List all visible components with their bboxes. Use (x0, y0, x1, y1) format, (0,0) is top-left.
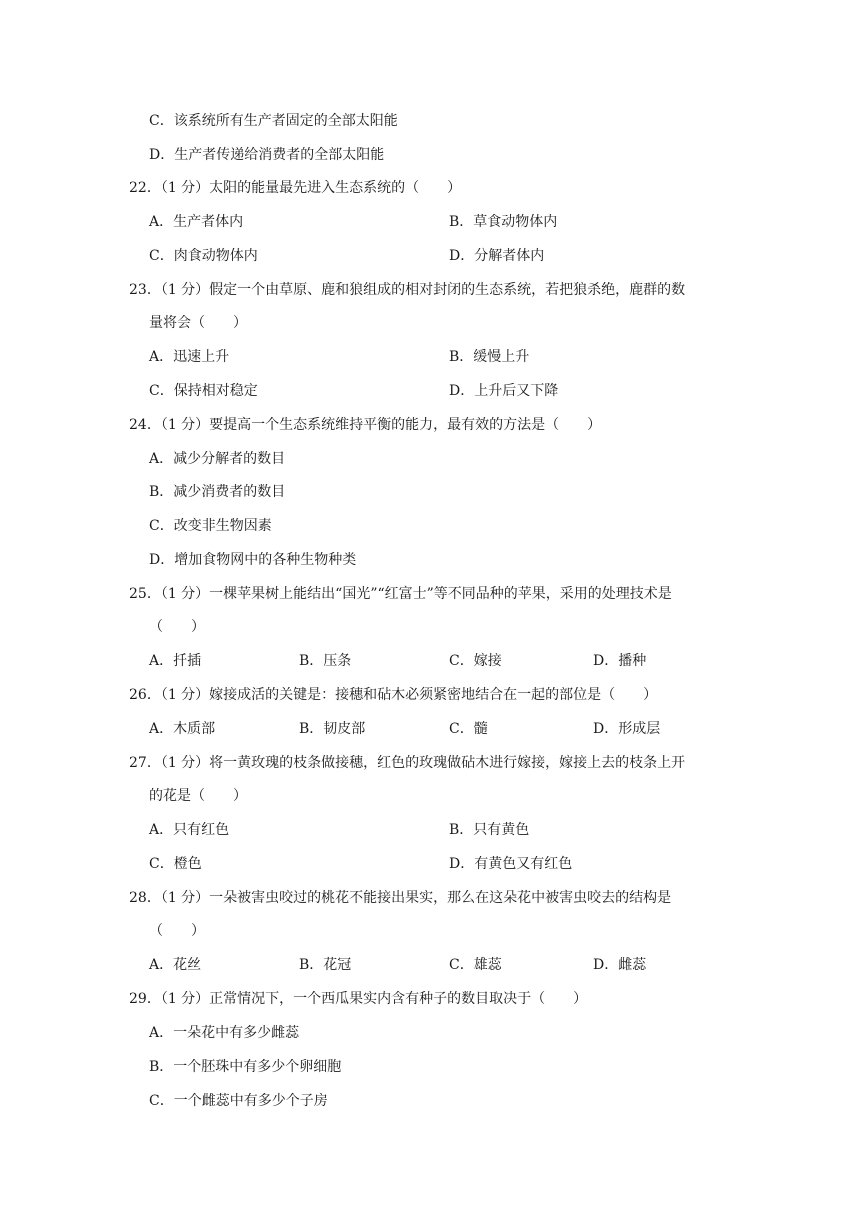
q23-stem-line2: 量将会（ ） (149, 315, 247, 331)
q24-stem: 24．（1 分）要提高一个生态系统维持平衡的能力，最有效的方法是（ ） (129, 417, 602, 433)
q25-stem-line2: （ ） (149, 619, 205, 635)
q21-option-c: C．该系统所有生产者固定的全部太阳能 (149, 113, 398, 129)
q22-option-c: C．肉食动物体内 (149, 248, 258, 264)
q29-option-a: A．一朵花中有多少雌蕊 (149, 1025, 300, 1041)
q22-option-a: A．生产者体内 (149, 214, 244, 230)
q27-stem-line2: 的花是（ ） (149, 788, 247, 804)
q25-option-a: A．扦插 (149, 653, 202, 669)
q28-stem-line1: 28．（1 分）一朵被害虫咬过的桃花不能接出果实，那么在这朵花中被害虫咬去的结构是 (129, 890, 672, 906)
q22-option-b: B．草食动物体内 (449, 214, 558, 230)
q28-option-a: A．花丝 (149, 957, 202, 973)
q27-option-d: D．有黄色又有红色 (449, 856, 573, 872)
q28-option-d: D．雌蕊 (593, 957, 647, 973)
q28-stem-line2: （ ） (149, 923, 205, 939)
q25-option-b: B．压条 (299, 653, 352, 669)
q29-option-c: C．一个雌蕊中有多少个子房 (149, 1093, 328, 1109)
q27-stem-line1: 27．（1 分）将一黄玫瑰的枝条做接穗，红色的玫瑰做砧木进行嫁接，嫁接上去的枝条上开 (129, 755, 686, 771)
q27-option-c: C．橙色 (149, 856, 202, 872)
q23-option-a: A．迅速上升 (149, 349, 230, 365)
q26-option-c: C．髓 (449, 721, 488, 737)
q21-option-d: D．生产者传递给消费者的全部太阳能 (149, 147, 385, 163)
q26-stem: 26．（1 分）嫁接成活的关键是：接穗和砧木必须紧密地结合在一起的部位是（ ） (129, 687, 658, 703)
q28-option-c: C．雄蕊 (449, 957, 502, 973)
q22-option-d: D．分解者体内 (449, 248, 545, 264)
q25-stem-line1: 25．（1 分）一棵苹果树上能结出“国光”“红富士”等不同品种的苹果，采用的处理技术是 (129, 586, 672, 602)
q22-stem: 22．（1 分）太阳的能量最先进入生态系统的（ ） (129, 180, 462, 196)
q24-option-b: B．减少消费者的数目 (149, 484, 286, 500)
q25-option-d: D．播种 (593, 653, 647, 669)
q29-stem: 29．（1 分）正常情况下，一个西瓜果实内含有种子的数目取决于（ ） (129, 991, 588, 1007)
q23-option-b: B．缓慢上升 (449, 349, 530, 365)
q28-option-b: B．花冠 (299, 957, 352, 973)
q26-option-b: B．韧皮部 (299, 721, 366, 737)
q25-option-c: C．嫁接 (449, 653, 502, 669)
q23-stem-line1: 23．（1 分）假定一个由草原、鹿和狼组成的相对封闭的生态系统，若把狼杀绝，鹿群的数 (129, 282, 686, 298)
q27-option-b: B．只有黄色 (449, 822, 530, 838)
q26-option-a: A．木质部 (149, 721, 216, 737)
q29-option-b: B．一个胚珠中有多少个卵细胞 (149, 1059, 342, 1075)
q23-option-c: C．保持相对稳定 (149, 383, 258, 399)
q27-option-a: A．只有红色 (149, 822, 230, 838)
q26-option-d: D．形成层 (593, 721, 661, 737)
q24-option-c: C．改变非生物因素 (149, 518, 272, 534)
q23-option-d: D．上升后又下降 (449, 383, 559, 399)
q24-option-d: D．增加食物网中的各种生物种类 (149, 552, 357, 568)
q24-option-a: A．减少分解者的数目 (149, 451, 286, 467)
